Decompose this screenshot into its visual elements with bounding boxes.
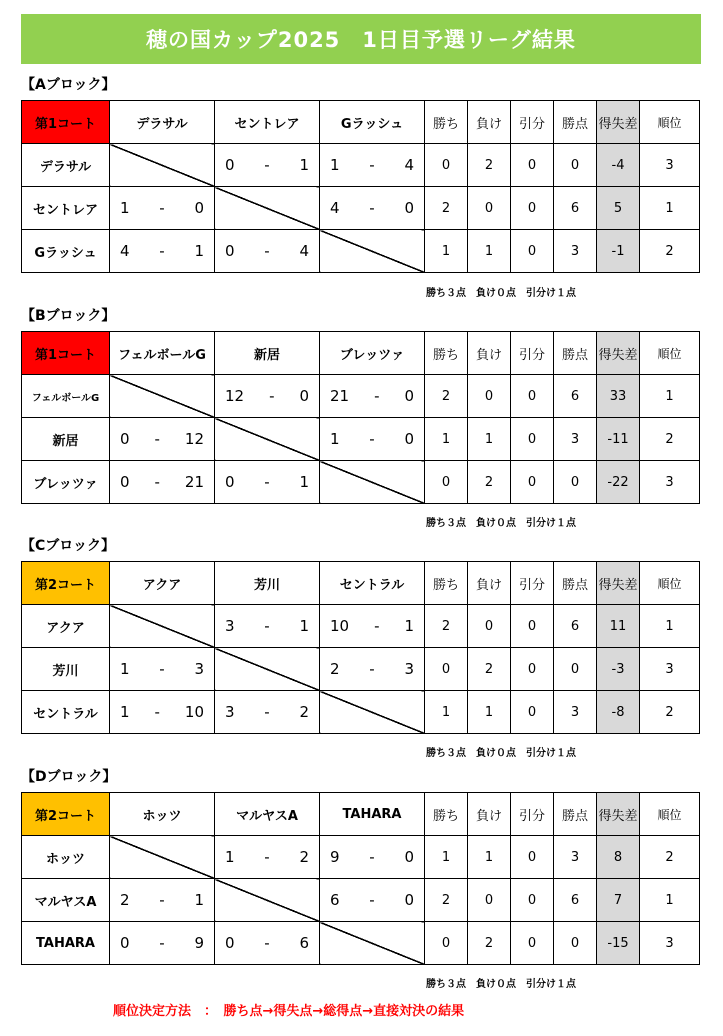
points: 6 [554,375,597,418]
points-header: 勝点 [554,332,597,375]
team-header: Gラッシュ [320,101,425,144]
points-note: 勝ち３点 負け０点 引分け１点 [426,518,576,529]
row-team-name: TAHARA [22,922,110,965]
score-cell [320,187,425,230]
team-header: セントラル [320,562,425,605]
title-bar [21,14,701,64]
self-match-cell [110,144,215,187]
score-for: 0 [225,242,235,260]
score-for: 12 [225,387,245,405]
draws: 0 [511,648,554,691]
score-for: 1 [120,199,130,217]
team-header: デラサル [110,101,215,144]
court-label: 第2コート [22,562,110,605]
losses: 1 [468,230,511,273]
row-team-name: フェルボールG [22,375,110,418]
wins: 1 [425,230,468,273]
score-cell [110,187,215,230]
self-match-cell [320,461,425,504]
score-dash: - [159,199,165,217]
header-row [22,562,700,605]
score-against: 0 [194,199,204,217]
row-team-name: セントラル [22,691,110,734]
score-dash: - [264,703,270,721]
score-against: 1 [299,617,309,635]
score-against: 6 [299,934,309,952]
score-cell [215,836,320,879]
points: 3 [554,836,597,879]
score [320,848,424,866]
score-against: 1 [194,242,204,260]
score-dash: - [264,848,270,866]
score-dash: - [374,387,380,405]
wins: 1 [425,418,468,461]
points: 0 [554,648,597,691]
score-dash: - [369,848,375,866]
score [320,617,424,635]
score-cell [215,605,320,648]
score-against: 4 [299,242,309,260]
score-dash: - [264,473,270,491]
score-for: 10 [330,617,350,635]
losses: 0 [468,375,511,418]
draws: 0 [511,187,554,230]
table-row [22,836,700,879]
row-team-name: 芳川 [22,648,110,691]
losses: 1 [468,418,511,461]
score [215,617,319,635]
wins: 0 [425,461,468,504]
score [215,848,319,866]
score-cell [320,648,425,691]
team-header: フェルボールG [110,332,215,375]
score [215,156,319,174]
score [320,156,424,174]
rank: 2 [640,836,700,879]
team-header: 芳川 [215,562,320,605]
score [215,387,319,405]
score-for: 1 [225,848,235,866]
table-row [22,691,700,734]
draws: 0 [511,375,554,418]
goal-diff-header: 得失差 [597,332,640,375]
win-header: 勝ち [425,793,468,836]
score-against: 1 [404,617,414,635]
score-for: 0 [120,430,130,448]
team-header: TAHARA [320,793,425,836]
points-note: 勝ち３点 負け０点 引分け１点 [426,288,576,299]
court-label: 第1コート [22,332,110,375]
block-label: 【Bブロック】 [21,308,116,324]
self-match-cell [110,605,215,648]
score-dash: - [374,617,380,635]
score-for: 3 [225,703,235,721]
score-against: 0 [299,387,309,405]
table-row [22,144,700,187]
team-header: アクア [110,562,215,605]
score-cell [320,836,425,879]
score-for: 0 [120,934,130,952]
header-row [22,101,700,144]
losses: 0 [468,879,511,922]
points: 3 [554,691,597,734]
rank: 1 [640,605,700,648]
league-table [21,100,700,273]
score-against: 9 [194,934,204,952]
score-for: 1 [330,156,340,174]
self-match-cell [110,836,215,879]
block-label: 【Cブロック】 [21,538,115,554]
points-header: 勝点 [554,101,597,144]
team-header: ブレッツァ [320,332,425,375]
score-against: 0 [404,891,414,909]
score [320,199,424,217]
self-match-cell [110,375,215,418]
score-dash: - [264,242,270,260]
score-for: 1 [330,430,340,448]
goal-diff: 8 [597,836,640,879]
header-row [22,332,700,375]
score [320,660,424,678]
score-for: 4 [330,199,340,217]
points: 6 [554,879,597,922]
wins: 2 [425,605,468,648]
losses: 0 [468,605,511,648]
ranking-method: 順位決定方法 ： 勝ち点→得失点→総得点→直接対決の結果 [113,1004,465,1019]
goal-diff: -8 [597,691,640,734]
goal-diff: 7 [597,879,640,922]
score-cell [215,461,320,504]
score-dash: - [369,156,375,174]
score-for: 2 [330,660,340,678]
league-table [21,792,700,965]
loss-header: 負け [468,562,511,605]
row-team-name: デラサル [22,144,110,187]
score-cell [320,605,425,648]
score-for: 0 [225,156,235,174]
team-header: 新居 [215,332,320,375]
losses: 2 [468,144,511,187]
team-header: マルヤスA [215,793,320,836]
score-dash: - [264,617,270,635]
points-note: 勝ち３点 負け０点 引分け１点 [426,748,576,759]
score-cell [215,230,320,273]
points: 0 [554,461,597,504]
score-against: 10 [184,703,204,721]
wins: 2 [425,187,468,230]
points: 0 [554,922,597,965]
goal-diff-header: 得失差 [597,101,640,144]
score-against: 3 [404,660,414,678]
score-cell [320,144,425,187]
points-note: 勝ち３点 負け０点 引分け１点 [426,979,576,990]
court-label: 第1コート [22,101,110,144]
score-cell [110,461,215,504]
score [110,891,214,909]
score-cell [110,230,215,273]
score [320,891,424,909]
score-dash: - [159,660,165,678]
score-cell [110,648,215,691]
score [110,934,214,952]
score-against: 2 [299,703,309,721]
losses: 0 [468,187,511,230]
score-cell [320,879,425,922]
goal-diff: -15 [597,922,640,965]
score-cell [215,922,320,965]
score-dash: - [154,703,160,721]
score-for: 0 [120,473,130,491]
score-for: 3 [225,617,235,635]
score [215,242,319,260]
row-team-name: ホッツ [22,836,110,879]
losses: 2 [468,922,511,965]
score-for: 1 [120,703,130,721]
score-against: 3 [194,660,204,678]
score-for: 1 [120,660,130,678]
score-dash: - [369,660,375,678]
draws: 0 [511,230,554,273]
score-against: 21 [184,473,204,491]
rank: 2 [640,691,700,734]
score-dash: - [264,156,270,174]
rank-header: 順位 [640,562,700,605]
team-header: ホッツ [110,793,215,836]
score [110,242,214,260]
rank: 3 [640,922,700,965]
rank: 1 [640,187,700,230]
points: 3 [554,230,597,273]
rank-header: 順位 [640,332,700,375]
rank-header: 順位 [640,101,700,144]
goal-diff: 33 [597,375,640,418]
score-against: 1 [194,891,204,909]
score-against: 2 [299,848,309,866]
score [110,430,214,448]
wins: 2 [425,375,468,418]
rank: 2 [640,418,700,461]
draw-header: 引分 [511,101,554,144]
self-match-cell [320,230,425,273]
draw-header: 引分 [511,793,554,836]
rank: 1 [640,375,700,418]
score-dash: - [369,891,375,909]
rank: 1 [640,879,700,922]
table-row [22,375,700,418]
score-cell [110,691,215,734]
loss-header: 負け [468,332,511,375]
goal-diff-header: 得失差 [597,562,640,605]
score-against: 1 [299,156,309,174]
goal-diff: -4 [597,144,640,187]
score-dash: - [159,934,165,952]
draws: 0 [511,836,554,879]
score-cell [320,418,425,461]
row-team-name: Gラッシュ [22,230,110,273]
score-cell [110,418,215,461]
score-dash: - [369,199,375,217]
points: 6 [554,187,597,230]
score-dash: - [154,430,160,448]
row-team-name: セントレア [22,187,110,230]
self-match-cell [320,691,425,734]
points: 6 [554,605,597,648]
score-for: 2 [120,891,130,909]
score-dash: - [369,430,375,448]
score-cell [110,922,215,965]
points-header: 勝点 [554,793,597,836]
score-against: 0 [404,387,414,405]
table-row [22,418,700,461]
losses: 1 [468,836,511,879]
score-for: 21 [330,387,350,405]
draws: 0 [511,922,554,965]
score-cell [110,879,215,922]
row-team-name: アクア [22,605,110,648]
draw-header: 引分 [511,562,554,605]
table-row [22,187,700,230]
losses: 1 [468,691,511,734]
table-row [22,230,700,273]
score [320,430,424,448]
points: 3 [554,418,597,461]
rank: 3 [640,461,700,504]
row-team-name: 新居 [22,418,110,461]
score-against: 0 [404,430,414,448]
score-against: 0 [404,848,414,866]
score-against: 4 [404,156,414,174]
losses: 2 [468,461,511,504]
draws: 0 [511,418,554,461]
goal-diff: -3 [597,648,640,691]
goal-diff: 11 [597,605,640,648]
loss-header: 負け [468,101,511,144]
score-against: 1 [299,473,309,491]
self-match-cell [215,648,320,691]
wins: 1 [425,691,468,734]
self-match-cell [320,922,425,965]
score-cell [215,375,320,418]
losses: 2 [468,648,511,691]
wins: 2 [425,879,468,922]
score-for: 9 [330,848,340,866]
score-cell [320,375,425,418]
draws: 0 [511,144,554,187]
score-against: 0 [404,199,414,217]
score-cell [215,144,320,187]
goal-diff: -11 [597,418,640,461]
draws: 0 [511,879,554,922]
goal-diff-header: 得失差 [597,793,640,836]
score-for: 0 [225,934,235,952]
score-cell [215,691,320,734]
self-match-cell [215,187,320,230]
goal-diff: -22 [597,461,640,504]
score [110,660,214,678]
goal-diff: -1 [597,230,640,273]
draws: 0 [511,691,554,734]
wins: 0 [425,144,468,187]
score [110,199,214,217]
goal-diff: 5 [597,187,640,230]
score [215,934,319,952]
block-label: 【Aブロック】 [21,77,116,93]
win-header: 勝ち [425,562,468,605]
win-header: 勝ち [425,101,468,144]
points: 0 [554,144,597,187]
score-for: 6 [330,891,340,909]
rank: 3 [640,144,700,187]
block-label: 【Dブロック】 [21,769,117,785]
self-match-cell [215,418,320,461]
win-header: 勝ち [425,332,468,375]
rank-header: 順位 [640,793,700,836]
draws: 0 [511,605,554,648]
table-row [22,922,700,965]
loss-header: 負け [468,793,511,836]
table-row [22,605,700,648]
page-title: 穂の国カップ2025 1日目予選リーグ結果 [146,28,576,52]
score [320,387,424,405]
table-row [22,879,700,922]
self-match-cell [215,879,320,922]
score [110,473,214,491]
league-table [21,331,700,504]
draw-header: 引分 [511,332,554,375]
row-team-name: ブレッツァ [22,461,110,504]
score-for: 0 [225,473,235,491]
rank: 2 [640,230,700,273]
table-row [22,461,700,504]
score-for: 4 [120,242,130,260]
wins: 1 [425,836,468,879]
score-dash: - [159,242,165,260]
score [215,703,319,721]
score-against: 12 [184,430,204,448]
score-dash: - [154,473,160,491]
row-team-name: マルヤスA [22,879,110,922]
draws: 0 [511,461,554,504]
points-header: 勝点 [554,562,597,605]
league-table [21,561,700,734]
rank: 3 [640,648,700,691]
score [110,703,214,721]
team-header: セントレア [215,101,320,144]
table-row [22,648,700,691]
score-dash: - [159,891,165,909]
score-dash: - [264,934,270,952]
score-dash: - [269,387,275,405]
wins: 0 [425,922,468,965]
header-row [22,793,700,836]
score [215,473,319,491]
wins: 0 [425,648,468,691]
court-label: 第2コート [22,793,110,836]
